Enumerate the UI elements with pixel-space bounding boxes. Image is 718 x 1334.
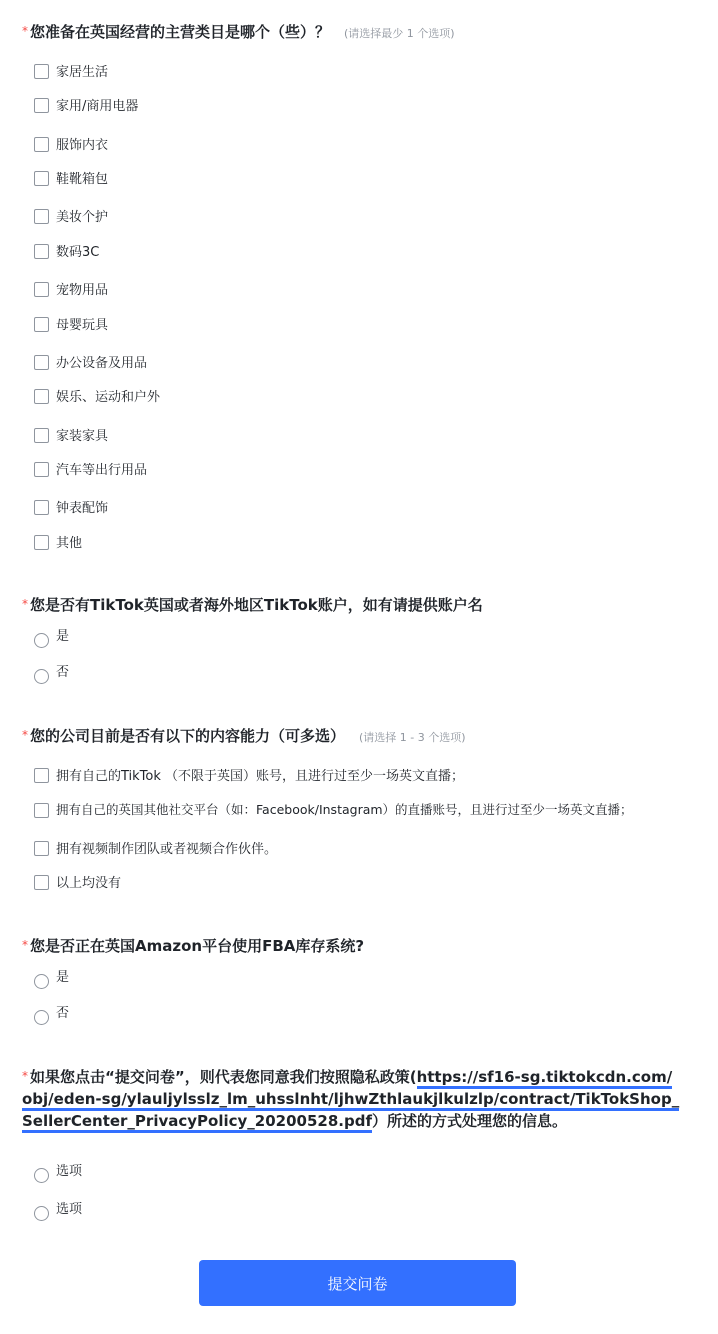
question-3-hint: (请选择 1 - 3 个选项) <box>359 731 466 744</box>
checkbox-option-digital[interactable] <box>34 240 99 260</box>
radio-button[interactable] <box>34 669 49 684</box>
question-3-text: 您的公司目前是否有以下的内容能力（可多选） <box>30 727 346 745</box>
option-label: 服饰内衣 <box>56 137 109 153</box>
radio-button[interactable] <box>34 974 49 989</box>
checkbox[interactable] <box>34 462 49 477</box>
required-mark: * <box>22 24 28 38</box>
checkbox[interactable] <box>34 209 49 224</box>
radio-button[interactable] <box>34 1206 49 1221</box>
question-4-text: 您是否正在英国Amazon平台使用FBA库存系统? <box>30 937 365 955</box>
checkbox-option-tiktok-live[interactable] <box>34 764 464 784</box>
radio-button[interactable] <box>34 1168 49 1183</box>
checkbox[interactable] <box>34 244 49 259</box>
question-1-hint: (请选择最少 1 个选项) <box>344 27 455 40</box>
checkbox[interactable] <box>34 803 49 818</box>
radio-option-yes[interactable] <box>34 969 69 989</box>
checkbox[interactable] <box>34 64 49 79</box>
question-5-title <box>22 1065 682 1132</box>
checkbox[interactable] <box>34 875 49 890</box>
privacy-policy-link[interactable]: https://sf16-sg.tiktokcdn.com/obj/eden-sg/ylauljylsslz_lm_uhsslnht/ljhwZthlaukjlkulzlp/contract/TikTokShop_SellerCenter_PrivacyPolicy_20200528.pdf <box>22 1068 679 1133</box>
option-label: 鞋靴箱包 <box>56 171 109 187</box>
checkbox[interactable] <box>34 841 49 856</box>
privacy-statement-prefix: 如果您点击“提交问卷”，则代表您同意我们按照隐私政策( <box>30 1068 417 1086</box>
option-label: 拥有自己的TikTok （不限于英国）账号，且进行过至少一场英文直播； <box>56 768 465 784</box>
option-label: 拥有自己的英国其他社交平台（如：Facebook/Instagram）的直播账号，且进行过至少一场英文直播； <box>56 802 633 817</box>
radio-button[interactable] <box>34 1010 49 1025</box>
checkbox-option-apparel[interactable] <box>34 133 108 153</box>
checkbox-option-shoes-bags[interactable] <box>34 167 108 187</box>
option-label: 办公设备及用品 <box>56 355 148 371</box>
question-2-text: 您是否有TikTok英国或者海外地区TikTok账户，如有请提供账户名 <box>30 596 483 614</box>
checkbox-option-furniture[interactable] <box>34 424 108 444</box>
option-label: 数码3C <box>56 244 100 260</box>
option-label: 拥有视频制作团队或者视频合作伙伴。 <box>56 841 278 857</box>
question-2-title <box>22 593 682 616</box>
checkbox-option-pet[interactable] <box>34 278 108 298</box>
checkbox-option-sports[interactable] <box>34 385 160 405</box>
option-label: 娱乐、运动和户外 <box>56 389 161 405</box>
checkbox-option-video-team[interactable] <box>34 837 277 857</box>
checkbox[interactable] <box>34 317 49 332</box>
checkbox-option-beauty[interactable] <box>34 205 108 225</box>
option-label: 其他 <box>56 535 83 551</box>
checkbox[interactable] <box>34 389 49 404</box>
option-label: 钟表配饰 <box>56 500 109 516</box>
submit-button[interactable]: 提交问卷 <box>199 1260 516 1306</box>
checkbox-option-automotive[interactable] <box>34 458 147 478</box>
radio-button[interactable] <box>34 633 49 648</box>
checkbox-option-home-living[interactable] <box>34 60 108 80</box>
checkbox[interactable] <box>34 98 49 113</box>
radio-option-yes[interactable] <box>34 628 69 648</box>
required-mark: * <box>22 597 28 611</box>
radio-option-1[interactable] <box>34 1163 82 1183</box>
checkbox[interactable] <box>34 137 49 152</box>
option-label: 以上均没有 <box>56 875 122 891</box>
option-label: 母婴玩具 <box>56 317 109 333</box>
option-label: 家用/商用电器 <box>56 98 139 114</box>
option-label: 美妆个护 <box>56 209 109 225</box>
option-label: 汽车等出行用品 <box>56 462 148 478</box>
checkbox[interactable] <box>34 535 49 550</box>
checkbox[interactable] <box>34 282 49 297</box>
checkbox-option-none[interactable] <box>34 871 121 891</box>
radio-option-no[interactable] <box>34 1005 69 1025</box>
checkbox-option-office[interactable] <box>34 351 147 371</box>
checkbox-option-other-social-live[interactable] <box>34 799 633 819</box>
option-label: 否 <box>56 665 70 680</box>
checkbox-option-other[interactable] <box>34 531 82 551</box>
option-label: 选项 <box>56 1164 83 1179</box>
option-label: 家居生活 <box>56 64 109 80</box>
question-1-title <box>22 20 682 45</box>
checkbox-option-watches[interactable] <box>34 496 108 516</box>
privacy-statement-suffix: ）所述的方式处理您的信息。 <box>371 1112 567 1130</box>
option-label: 是 <box>56 629 70 644</box>
required-mark: * <box>22 1069 28 1083</box>
option-label: 家装家具 <box>56 428 109 444</box>
checkbox[interactable] <box>34 500 49 515</box>
radio-option-no[interactable] <box>34 664 69 684</box>
option-label: 否 <box>56 1006 70 1021</box>
question-3-title <box>22 724 682 749</box>
option-label: 是 <box>56 970 70 985</box>
required-mark: * <box>22 728 28 742</box>
checkbox[interactable] <box>34 355 49 370</box>
question-4-title <box>22 934 682 957</box>
option-label: 选项 <box>56 1202 83 1217</box>
question-1-text: 您准备在英国经营的主营类目是哪个（些）？ <box>30 23 331 41</box>
checkbox-option-baby-toys[interactable] <box>34 313 108 333</box>
checkbox[interactable] <box>34 428 49 443</box>
checkbox[interactable] <box>34 768 49 783</box>
required-mark: * <box>22 938 28 952</box>
radio-option-2[interactable] <box>34 1201 82 1221</box>
checkbox[interactable] <box>34 171 49 186</box>
checkbox-option-appliances[interactable] <box>34 94 138 114</box>
option-label: 宠物用品 <box>56 282 109 298</box>
